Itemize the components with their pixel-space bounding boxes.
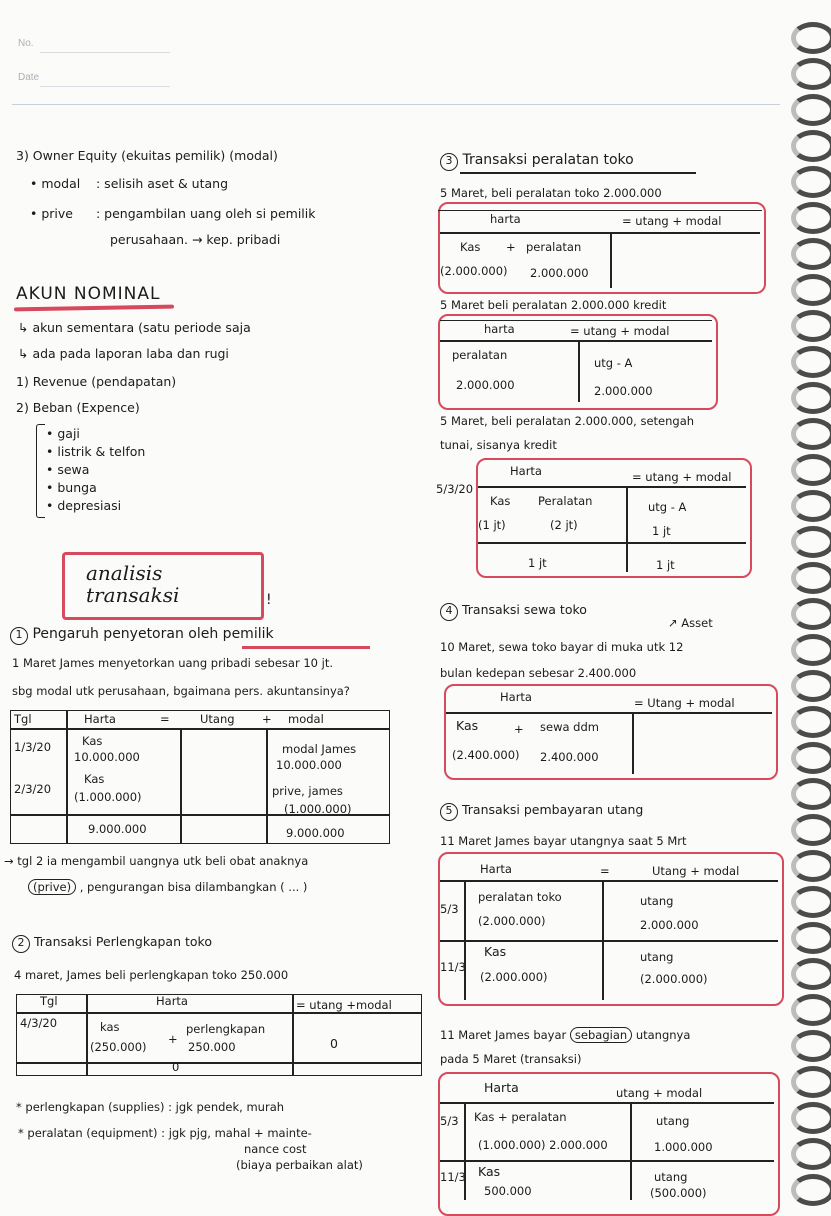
t2-row-kas-value: (250.000) <box>90 1040 147 1054</box>
t4-plus: + <box>514 722 524 736</box>
t4-harta: Harta <box>500 690 532 704</box>
t4-head-line <box>446 712 772 714</box>
t3b-peralatan: peralatan <box>452 348 508 362</box>
t1-head-eq: = <box>160 712 170 726</box>
analisis-line-1: analisis <box>86 561 163 585</box>
t3c-right: = utang + modal <box>632 470 732 484</box>
t3c-total-line <box>478 542 746 544</box>
t1-table-col-2 <box>180 728 182 844</box>
t3b-right: = utang + modal <box>570 324 670 338</box>
binder-ring <box>791 382 831 414</box>
t3a-kas-value: (2.000.000) <box>440 264 508 278</box>
t5d-desc-1-row <box>440 1028 690 1042</box>
t2-row-perlengkapan-value: 250.000 <box>188 1040 236 1054</box>
t3a-right: = utang + modal <box>622 214 722 228</box>
binder-ring <box>791 1102 831 1134</box>
t2-row-right: 0 <box>330 1036 338 1051</box>
t4-sewa-value: 2.400.000 <box>540 750 599 764</box>
t3a-kas: Kas <box>460 240 481 254</box>
t5-row-line <box>440 940 778 942</box>
t3c-kas-value: (1 jt) <box>478 518 506 532</box>
beban-item-gaji: • gaji <box>46 426 80 441</box>
t1-note-1: → tgl 2 ia mengambil uangnya utk beli obat anaknya <box>4 854 309 868</box>
t2-total: 0 <box>172 1060 180 1074</box>
binder-ring <box>791 1066 831 1098</box>
analisis-exclamation: ! <box>266 592 272 608</box>
binder-ring <box>791 238 831 270</box>
binder-ring <box>791 958 831 990</box>
t1-r2-harta-1: Kas <box>84 772 105 786</box>
t1-desc-2: sbg modal utk perusahaan, bgaimana pers. akuntansinya? <box>12 684 350 698</box>
t3a-plus: + <box>506 240 516 254</box>
binder-ring <box>791 526 831 558</box>
t2-table-total-line <box>16 1062 422 1064</box>
t1-head-modal: modal <box>288 712 324 726</box>
t3b-harta: harta <box>484 322 515 336</box>
t3a-desc: 5 Maret, beli peralatan toko 2.000.000 <box>440 186 662 200</box>
binder-ring <box>791 418 831 450</box>
t5-r2-right-1: utang <box>640 950 674 964</box>
modal-text: : selisih aset & utang <box>96 176 229 191</box>
t5-r1-left-1: peralatan toko <box>478 890 562 904</box>
modal-label: • modal <box>30 176 81 191</box>
t4-asset-note: ↗ Asset <box>668 616 713 630</box>
t1-r2-tgl: 2/3/20 <box>14 782 52 796</box>
spiral-binding <box>783 0 831 1200</box>
prive-label: • prive <box>30 206 73 221</box>
t1-r2-modal-2: (1.000.000) <box>284 802 352 816</box>
t3c-peralatan-value: (2 jt) <box>550 518 578 532</box>
t2-heading <box>12 934 212 953</box>
t5d-harta: Harta <box>484 1080 519 1095</box>
t3c-total-right: 1 jt <box>656 558 675 572</box>
t4-kas-value: (2.400.000) <box>452 748 520 762</box>
header-divider <box>12 104 780 105</box>
t2-row-perlengkapan: perlengkapan <box>186 1022 266 1036</box>
t5-r2-left-1: Kas <box>484 944 507 959</box>
t4-kas: Kas <box>456 718 479 733</box>
t3c-tgl: 5/3/20 <box>436 482 474 496</box>
t5-harta: Harta <box>480 862 512 876</box>
analisis-line-2: transaksi <box>86 583 180 607</box>
t5d-r1-right-1: utang <box>656 1114 690 1128</box>
t5-eq: = <box>600 864 610 878</box>
t5d-r1-left: Kas + peralatan <box>474 1110 567 1124</box>
binder-ring <box>791 1030 831 1062</box>
t5d-r2-right-1: utang <box>654 1170 688 1184</box>
t5-r2-tgl: 11/3 <box>440 960 466 974</box>
t5d-col-tgl <box>464 1102 466 1200</box>
t3c-peralatan: Peralatan <box>538 494 593 508</box>
t1-r1-tgl: 1/3/20 <box>14 740 52 754</box>
date-label: Date <box>18 72 40 83</box>
binder-ring <box>791 310 831 342</box>
t1-r2-modal-1: prive, james <box>272 784 343 798</box>
t5d-head-line <box>440 1102 774 1104</box>
t1-table-col-1 <box>66 710 68 844</box>
binder-ring <box>791 922 831 954</box>
t3-title: Transaksi peralatan toko <box>462 152 634 168</box>
t5-r1-right-1: utang <box>640 894 674 908</box>
akun-nominal-line-1: ↳ akun sementara (satu periode saja <box>18 320 251 335</box>
t3c-utg: utg - A <box>648 500 687 514</box>
t5-heading <box>440 802 643 821</box>
binder-ring <box>791 454 831 486</box>
t2-note-2: * peralatan (equipment) : jgk pjg, mahal + mainte- <box>18 1126 312 1140</box>
t2-note-1: * perlengkapan (supplies) : jgk pendek, murah <box>16 1100 285 1114</box>
no-line <box>40 52 170 53</box>
t2-head-harta: Harta <box>156 994 188 1008</box>
t5d-desc-2: pada 5 Maret (transaksi) <box>440 1052 582 1066</box>
t3c-harta: Harta <box>510 464 542 478</box>
t3b-desc: 5 Maret beli peralatan 2.000.000 kredit <box>440 298 667 312</box>
t5d-r2-left-2: 500.000 <box>484 1184 532 1198</box>
sebagian-circled: sebagian <box>570 1027 632 1043</box>
t3-title-underline <box>460 172 696 174</box>
t4-desc-1: 10 Maret, sewa toko bayar di muka utk 12 <box>440 640 684 654</box>
t5d-right: utang + modal <box>616 1086 703 1100</box>
t2-table-col-2 <box>292 994 294 1076</box>
no-label: No. <box>18 38 34 49</box>
t3a-col <box>610 232 612 288</box>
t5d-desc-1b: utangnya <box>635 1028 691 1042</box>
t5-col <box>602 880 604 1000</box>
binder-ring <box>791 346 831 378</box>
t2-row-kas: kas <box>100 1020 120 1034</box>
t1-total-harta: 9.000.000 <box>88 822 147 836</box>
t3c-kas: Kas <box>490 494 511 508</box>
binder-ring <box>791 58 831 90</box>
binder-ring <box>791 670 831 702</box>
owner-equity-title: 3) Owner Equity (ekuitas pemilik) (modal) <box>16 148 278 163</box>
binder-ring <box>791 202 831 234</box>
beban-item-depresiasi: • depresiasi <box>46 498 122 513</box>
t5-number: 5 <box>440 803 458 821</box>
binder-ring <box>791 562 831 594</box>
t5d-row-line <box>440 1160 774 1162</box>
t4-desc-2: bulan kedepan sebesar 2.400.000 <box>440 666 637 680</box>
binder-ring <box>791 166 831 198</box>
t1-note-2-row <box>28 880 307 894</box>
t1-head-harta: Harta <box>84 712 116 726</box>
t2-row-tgl: 4/3/20 <box>20 1016 58 1030</box>
binder-ring <box>791 490 831 522</box>
t2-table-head-line <box>16 1012 422 1014</box>
t5d-r2-tgl: 11/3 <box>440 1170 466 1184</box>
beban-list <box>46 426 145 516</box>
binder-ring <box>791 706 831 738</box>
binder-ring <box>791 994 831 1026</box>
binder-ring <box>791 1174 831 1206</box>
binder-ring <box>791 634 831 666</box>
t4-col <box>632 712 634 774</box>
t5-right: Utang + modal <box>652 864 740 878</box>
t4-sewa: sewa ddm <box>540 720 599 734</box>
t1-r1-harta-2: 10.000.000 <box>74 750 140 764</box>
beban-item: 2) Beban (Expence) <box>16 400 140 415</box>
binder-ring <box>791 598 831 630</box>
binder-ring <box>791 742 831 774</box>
t5-r1-left-2: (2.000.000) <box>478 914 546 928</box>
prive-circled: (prive) <box>28 879 76 895</box>
t1-head-utang: Utang <box>200 712 235 726</box>
t2-note-4: (biaya perbaikan alat) <box>236 1158 363 1172</box>
binder-ring <box>791 130 831 162</box>
t2-row-plus: + <box>168 1032 178 1046</box>
revenue-item: 1) Revenue (pendapatan) <box>16 374 177 389</box>
t3a-harta: harta <box>490 212 521 226</box>
t2-table-col-1 <box>86 994 88 1076</box>
binder-ring <box>791 778 831 810</box>
t1-r1-modal-2: 10.000.000 <box>276 758 342 772</box>
t5d-r1-tgl: 5/3 <box>440 1114 459 1128</box>
prive-text-2: perusahaan. → kep. pribadi <box>110 232 281 247</box>
t5-r1-right-2: 2.000.000 <box>640 918 699 932</box>
t1-desc-1: 1 Maret James menyetorkan uang pribadi sebesar 10 jt. <box>12 656 334 670</box>
binder-ring <box>791 850 831 882</box>
t2-number: 2 <box>12 935 30 953</box>
t5-head-line <box>440 880 778 882</box>
date-line <box>40 86 170 87</box>
t1-note-2: , pengurangan bisa dilambangkan ( ... ) <box>79 880 308 894</box>
beban-bracket <box>36 424 45 518</box>
binder-ring <box>791 1138 831 1170</box>
t3b-utg: utg - A <box>594 356 633 370</box>
binder-ring <box>791 22 831 54</box>
t3a-peralatan: peralatan <box>526 240 582 254</box>
t1-total-modal: 9.000.000 <box>286 826 345 840</box>
t1-table-col-3 <box>266 728 268 844</box>
t3-number: 3 <box>440 153 458 171</box>
t2-desc: 4 maret, James beli perlengkapan toko 250.000 <box>14 968 289 982</box>
t3b-peralatan-value: 2.000.000 <box>456 378 515 392</box>
t1-r2-harta-2: (1.000.000) <box>74 790 142 804</box>
t1-r1-modal-1: modal James <box>282 742 357 756</box>
t1-title: Pengaruh penyetoran oleh pemilik <box>32 626 274 642</box>
beban-item-sewa: • sewa <box>46 462 90 477</box>
t1-title-underline <box>242 646 370 649</box>
akun-nominal-title: AKUN NOMINAL <box>16 284 161 304</box>
t3b-utg-value: 2.000.000 <box>594 384 653 398</box>
t5d-desc-1a: 11 Maret James bayar <box>440 1028 567 1042</box>
t4-number: 4 <box>440 603 458 621</box>
t5d-r2-right-2: (500.000) <box>650 1186 707 1200</box>
t2-head-right: = utang +modal <box>296 998 392 1012</box>
t3c-desc-2: tunai, sisanya kredit <box>440 438 557 452</box>
t5-r2-left-2: (2.000.000) <box>480 970 548 984</box>
binder-ring <box>791 814 831 846</box>
akun-nominal-underline <box>14 305 174 312</box>
t1-heading <box>10 626 274 645</box>
t1-head-tgl: Tgl <box>14 712 32 726</box>
t1-head-plus: + <box>262 712 272 726</box>
t3c-total-left: 1 jt <box>528 556 547 570</box>
t2-note-3: nance cost <box>244 1142 307 1156</box>
beban-item-listrik: • listrik & telfon <box>46 444 146 459</box>
t4-heading <box>440 602 587 621</box>
t3b-col <box>578 340 580 402</box>
t3c-col <box>626 486 628 572</box>
t3c-head-line <box>478 486 746 488</box>
t1-number: 1 <box>10 627 28 645</box>
t5d-r1-left-2: (1.000.000) 2.000.000 <box>478 1138 608 1152</box>
t5-desc: 11 Maret James bayar utangnya saat 5 Mrt <box>440 834 687 848</box>
t4-title: Transaksi sewa toko <box>461 602 587 617</box>
t5-title: Transaksi pembayaran utang <box>461 802 644 817</box>
t5d-r2-left-1: Kas <box>478 1164 501 1179</box>
t2-head-tgl: Tgl <box>40 994 58 1008</box>
t3b-head-line <box>440 340 712 342</box>
t3c-desc-1: 5 Maret, beli peralatan 2.000.000, setengah <box>440 414 695 428</box>
t3a-head-line <box>440 232 760 234</box>
beban-item-bunga: • bunga <box>46 480 97 495</box>
binder-ring <box>791 886 831 918</box>
t5d-col <box>630 1102 632 1200</box>
t2-title: Transaksi Perlengkapan toko <box>33 934 212 949</box>
t5-r2-right-2: (2.000.000) <box>640 972 708 986</box>
akun-nominal-line-2: ↳ ada pada laporan laba dan rugi <box>18 346 229 361</box>
t5-col-tgl <box>464 880 466 1000</box>
t1-r1-harta-1: Kas <box>82 734 103 748</box>
t5-r1-tgl: 5/3 <box>440 902 459 916</box>
t3c-utg-value: 1 jt <box>652 524 671 538</box>
binder-ring <box>791 94 831 126</box>
t5d-r1-right-2: 1.000.000 <box>654 1140 713 1154</box>
prive-text: : pengambilan uang oleh si pemilik <box>96 206 316 221</box>
binder-ring <box>791 274 831 306</box>
t3a-peralatan-value: 2.000.000 <box>530 266 589 280</box>
t4-right: = Utang + modal <box>634 696 735 710</box>
t3-heading <box>440 152 634 171</box>
